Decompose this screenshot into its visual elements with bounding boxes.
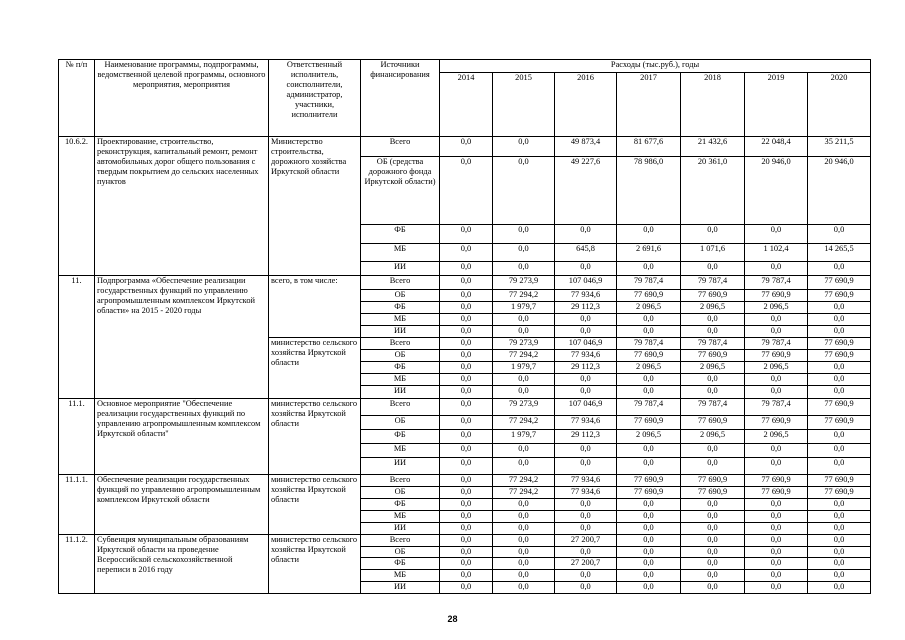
expense-value: 77 690,9 [808, 475, 871, 487]
expense-value: 2 096,5 [681, 302, 745, 314]
expense-value: 0,0 [681, 511, 745, 523]
expense-value: 0,0 [681, 326, 745, 338]
expense-value: 77 690,9 [681, 290, 745, 302]
expense-value: 77 690,9 [808, 338, 871, 350]
expense-value: 0,0 [493, 374, 555, 386]
expense-value: 0,0 [440, 416, 493, 430]
page-number: 28 [447, 614, 458, 624]
expense-value: 0,0 [555, 314, 617, 326]
expense-value: 0,0 [617, 558, 681, 570]
expense-value: 77 690,9 [808, 350, 871, 362]
header-responsible: Ответственный исполнитель, соисполнители, администратор, участники, исполнители [269, 60, 361, 137]
expense-value: 0,0 [681, 523, 745, 535]
funding-source: ФБ [361, 362, 440, 374]
expense-value: 0,0 [493, 511, 555, 523]
funding-source: ИИ [361, 458, 440, 475]
funding-source: ОБ [361, 290, 440, 302]
funding-source: ФБ [361, 225, 440, 244]
funding-source: ИИ [361, 326, 440, 338]
expense-value: 0,0 [808, 262, 871, 276]
expense-value: 79 273,9 [493, 399, 555, 416]
expense-value: 0,0 [617, 326, 681, 338]
expense-value: 0,0 [440, 362, 493, 374]
expense-value: 0,0 [745, 444, 808, 458]
expense-value: 2 096,5 [617, 430, 681, 444]
expense-value: 0,0 [808, 570, 871, 582]
expense-value: 0,0 [440, 444, 493, 458]
expense-value: 77 294,2 [493, 487, 555, 499]
expense-value: 0,0 [440, 487, 493, 499]
expense-value: 2 691,6 [617, 244, 681, 262]
table-row [59, 399, 871, 416]
row-name: Обеспечение реализации государственных функций по управлению агропромышленным комплексом Иркутской области [95, 475, 269, 535]
expense-value: 29 112,3 [555, 362, 617, 374]
table-row [59, 276, 871, 290]
expense-value: 0,0 [440, 386, 493, 399]
expense-value: 0,0 [440, 430, 493, 444]
expense-value: 0,0 [440, 458, 493, 475]
row-responsible: министерство сельского хозяйства Иркутской области [269, 399, 361, 475]
expense-value: 2 096,5 [617, 302, 681, 314]
expense-value: 0,0 [808, 499, 871, 511]
expense-value: 0,0 [440, 399, 493, 416]
row-code: 11.1.2. [59, 535, 95, 594]
expense-value: 77 690,9 [681, 487, 745, 499]
expense-value: 0,0 [808, 225, 871, 244]
header-year: 2020 [808, 73, 871, 137]
expense-value: 77 690,9 [681, 416, 745, 430]
expense-value: 0,0 [440, 314, 493, 326]
expense-value: 2 096,5 [745, 430, 808, 444]
expense-value: 0,0 [617, 570, 681, 582]
expense-value: 49 873,4 [555, 137, 617, 157]
expense-value: 0,0 [493, 386, 555, 399]
funding-source: Всего [361, 535, 440, 547]
expense-value: 77 294,2 [493, 416, 555, 430]
header-name: Наименование программы, подпрограммы, ведомственной целевой программы, основного мероприятия, мероприятия [95, 60, 269, 137]
expense-value: 107 046,9 [555, 399, 617, 416]
header-year: 2015 [493, 73, 555, 137]
expense-value: 1 979,7 [493, 302, 555, 314]
expense-value: 0,0 [440, 547, 493, 558]
expense-value: 0,0 [617, 523, 681, 535]
expense-value: 0,0 [555, 262, 617, 276]
expense-value: 0,0 [808, 430, 871, 444]
expense-value: 77 690,9 [617, 290, 681, 302]
expense-value: 0,0 [555, 570, 617, 582]
header-year: 2018 [681, 73, 745, 137]
expense-value: 0,0 [617, 582, 681, 594]
expense-value: 0,0 [745, 535, 808, 547]
expense-value: 0,0 [493, 535, 555, 547]
header-year: 2016 [555, 73, 617, 137]
row-name: Основное мероприятие "Обеспечение реализации государственных функций по управлению агропромышленным комплексом Иркутской области" [95, 399, 269, 475]
funding-source: ИИ [361, 262, 440, 276]
expense-value: 0,0 [808, 582, 871, 594]
expense-value: 77 690,9 [745, 350, 808, 362]
expense-value: 0,0 [808, 511, 871, 523]
expense-value: 2 096,5 [745, 302, 808, 314]
expense-value: 0,0 [440, 137, 493, 157]
expense-value: 77 690,9 [745, 416, 808, 430]
expense-value: 35 211,5 [808, 137, 871, 157]
expense-value: 1 979,7 [493, 430, 555, 444]
expense-value: 0,0 [745, 570, 808, 582]
funding-source: ФБ [361, 430, 440, 444]
expense-value: 0,0 [745, 582, 808, 594]
header-sources: Источники финансирования [361, 60, 440, 137]
expense-value: 77 934,6 [555, 290, 617, 302]
expense-value: 0,0 [440, 244, 493, 262]
expense-value: 49 227,6 [555, 157, 617, 225]
expense-value: 77 690,9 [617, 416, 681, 430]
expense-value: 0,0 [745, 523, 808, 535]
table-row [59, 137, 871, 157]
expense-value: 0,0 [555, 499, 617, 511]
expense-value: 0,0 [440, 302, 493, 314]
expense-value: 0,0 [681, 444, 745, 458]
row-name: Проектирование, строительство, реконструкция, капитальный ремонт, ремонт автомобильных дорог общего пользования с твердым покрытием до сельских населенных пунктов [95, 137, 269, 276]
expense-value: 0,0 [681, 558, 745, 570]
expense-value: 0,0 [745, 511, 808, 523]
expense-value: 0,0 [493, 547, 555, 558]
expense-value: 0,0 [745, 262, 808, 276]
funding-source: Всего [361, 399, 440, 416]
expense-value: 0,0 [617, 547, 681, 558]
expense-value: 0,0 [440, 225, 493, 244]
expense-value: 0,0 [440, 338, 493, 350]
expense-value: 0,0 [493, 225, 555, 244]
expense-value: 77 690,9 [808, 399, 871, 416]
expense-value: 0,0 [808, 374, 871, 386]
funding-source: МБ [361, 244, 440, 262]
row-code: 11. [59, 276, 95, 399]
expense-value: 2 096,5 [617, 362, 681, 374]
expense-value: 0,0 [617, 386, 681, 399]
expense-value: 0,0 [617, 511, 681, 523]
expense-value: 2 096,5 [745, 362, 808, 374]
expense-value: 0,0 [493, 523, 555, 535]
expense-value: 0,0 [440, 523, 493, 535]
expense-value: 79 787,4 [681, 276, 745, 290]
row-name: Субвенция муниципальным образованиям Иркутской области на проведение Всероссийской сельскохозяйственной переписи в 2016 году [95, 535, 269, 594]
expense-value: 0,0 [745, 326, 808, 338]
expense-value: 107 046,9 [555, 276, 617, 290]
budget-table [58, 59, 871, 594]
expense-value: 77 690,9 [808, 290, 871, 302]
funding-source: ОБ [361, 547, 440, 558]
expense-value: 27 200,7 [555, 535, 617, 547]
expense-value: 22 048,4 [745, 137, 808, 157]
expense-value: 1 102,4 [745, 244, 808, 262]
funding-source: ФБ [361, 558, 440, 570]
expense-value: 0,0 [808, 386, 871, 399]
expense-value: 0,0 [745, 547, 808, 558]
expense-value: 27 200,7 [555, 558, 617, 570]
expense-value: 0,0 [745, 499, 808, 511]
funding-source: Всего [361, 137, 440, 157]
funding-source: ИИ [361, 523, 440, 535]
expense-value: 79 787,4 [617, 399, 681, 416]
expense-value: 77 690,9 [617, 350, 681, 362]
expense-value: 0,0 [440, 535, 493, 547]
expense-value: 0,0 [493, 157, 555, 225]
expense-value: 0,0 [681, 547, 745, 558]
expense-value: 79 787,4 [681, 338, 745, 350]
expense-value: 0,0 [555, 225, 617, 244]
expense-value: 77 690,9 [617, 475, 681, 487]
expense-value: 1 071,6 [681, 244, 745, 262]
expense-value: 0,0 [493, 570, 555, 582]
expense-value: 0,0 [555, 386, 617, 399]
expense-value: 77 690,9 [745, 290, 808, 302]
row-responsible: Министерство строительства, дорожного хозяйства Иркутской области [269, 137, 361, 276]
header-year: 2014 [440, 73, 493, 137]
expense-value: 0,0 [555, 582, 617, 594]
table-row [59, 535, 871, 547]
expense-value: 77 690,9 [808, 487, 871, 499]
funding-source: МБ [361, 570, 440, 582]
expense-value: 0,0 [440, 374, 493, 386]
expense-value: 0,0 [808, 302, 871, 314]
expense-value: 0,0 [493, 444, 555, 458]
expense-value: 0,0 [808, 444, 871, 458]
expense-value: 77 690,9 [681, 350, 745, 362]
expense-value: 0,0 [617, 535, 681, 547]
expense-value: 79 787,4 [745, 399, 808, 416]
expense-value: 2 096,5 [681, 430, 745, 444]
row-responsible: министерство сельского хозяйства Иркутской области [269, 475, 361, 535]
expense-value: 0,0 [617, 444, 681, 458]
expense-value: 20 946,0 [808, 157, 871, 225]
expense-value: 14 265,5 [808, 244, 871, 262]
expense-value: 0,0 [745, 225, 808, 244]
expense-value: 0,0 [440, 350, 493, 362]
expense-value: 0,0 [493, 314, 555, 326]
expense-value: 1 979,7 [493, 362, 555, 374]
funding-source: Всего [361, 475, 440, 487]
expense-value: 0,0 [617, 374, 681, 386]
expense-value: 0,0 [808, 547, 871, 558]
expense-value: 0,0 [555, 511, 617, 523]
expense-value: 79 787,4 [681, 399, 745, 416]
expense-value: 0,0 [440, 326, 493, 338]
funding-source: ИИ [361, 386, 440, 399]
funding-source: Всего [361, 276, 440, 290]
expense-value: 0,0 [555, 374, 617, 386]
funding-source: ОБ [361, 350, 440, 362]
funding-source: ИИ [361, 582, 440, 594]
expense-value: 0,0 [808, 558, 871, 570]
expense-value: 0,0 [681, 458, 745, 475]
expense-value: 0,0 [808, 314, 871, 326]
expense-value: 0,0 [681, 570, 745, 582]
funding-source: МБ [361, 314, 440, 326]
row-responsible: министерство сельского хозяйства Иркутской области [269, 338, 361, 399]
expense-value: 0,0 [808, 362, 871, 374]
row-code: 10.6.2. [59, 137, 95, 276]
expense-value: 79 273,9 [493, 338, 555, 350]
expense-value: 79 787,4 [617, 276, 681, 290]
header-year: 2019 [745, 73, 808, 137]
expense-value: 0,0 [440, 276, 493, 290]
expense-value: 0,0 [440, 475, 493, 487]
expense-value: 0,0 [681, 374, 745, 386]
expense-value: 77 690,9 [808, 276, 871, 290]
funding-source: ОБ [361, 487, 440, 499]
expense-value: 645,8 [555, 244, 617, 262]
expense-value: 0,0 [617, 458, 681, 475]
expense-value: 79 787,4 [745, 276, 808, 290]
expense-value: 20 361,0 [681, 157, 745, 225]
expense-value: 0,0 [555, 444, 617, 458]
expense-value: 0,0 [493, 558, 555, 570]
expense-value: 0,0 [617, 499, 681, 511]
expense-value: 0,0 [808, 535, 871, 547]
expense-value: 0,0 [745, 386, 808, 399]
table-row [59, 475, 871, 487]
expense-value: 0,0 [681, 535, 745, 547]
funding-source: МБ [361, 444, 440, 458]
expense-value: 0,0 [493, 458, 555, 475]
expense-value: 0,0 [493, 326, 555, 338]
expense-value: 0,0 [681, 225, 745, 244]
expense-value: 77 690,9 [617, 487, 681, 499]
expense-value: 0,0 [681, 262, 745, 276]
expense-value: 77 934,6 [555, 475, 617, 487]
funding-source: МБ [361, 374, 440, 386]
expense-value: 0,0 [493, 244, 555, 262]
expense-value: 107 046,9 [555, 338, 617, 350]
expense-value: 0,0 [681, 582, 745, 594]
expense-value: 20 946,0 [745, 157, 808, 225]
expense-value: 0,0 [617, 225, 681, 244]
funding-source: ОБ (средства дорожного фонда Иркутской области) [361, 157, 440, 225]
expense-value: 0,0 [440, 570, 493, 582]
expense-value: 2 096,5 [681, 362, 745, 374]
expense-value: 0,0 [808, 523, 871, 535]
row-code: 11.1.1. [59, 475, 95, 535]
expense-value: 0,0 [745, 458, 808, 475]
expense-value: 0,0 [555, 326, 617, 338]
row-code: 11.1. [59, 399, 95, 475]
expense-value: 0,0 [681, 314, 745, 326]
expense-value: 29 112,3 [555, 430, 617, 444]
expense-value: 0,0 [617, 314, 681, 326]
expense-value: 77 294,2 [493, 350, 555, 362]
expense-value: 77 934,6 [555, 416, 617, 430]
expense-value: 21 432,6 [681, 137, 745, 157]
expense-value: 0,0 [808, 458, 871, 475]
expense-value: 0,0 [440, 262, 493, 276]
expense-value: 0,0 [745, 314, 808, 326]
expense-value: 0,0 [493, 262, 555, 276]
expense-value: 79 787,4 [617, 338, 681, 350]
header-expenses: Расходы (тыс.руб.), годы [440, 60, 871, 73]
funding-source: Всего [361, 338, 440, 350]
expense-value: 77 690,9 [745, 487, 808, 499]
expense-value: 0,0 [745, 374, 808, 386]
expense-value: 0,0 [493, 582, 555, 594]
expense-value: 0,0 [440, 582, 493, 594]
expense-value: 0,0 [440, 157, 493, 225]
expense-value: 0,0 [745, 558, 808, 570]
expense-value: 0,0 [440, 511, 493, 523]
expense-value: 77 690,9 [808, 416, 871, 430]
expense-value: 0,0 [440, 558, 493, 570]
funding-source: ФБ [361, 302, 440, 314]
expense-value: 78 986,0 [617, 157, 681, 225]
expense-value: 0,0 [681, 499, 745, 511]
expense-value: 81 677,6 [617, 137, 681, 157]
expense-value: 77 934,6 [555, 350, 617, 362]
expense-value: 0,0 [493, 499, 555, 511]
expense-value: 0,0 [555, 523, 617, 535]
expense-value: 29 112,3 [555, 302, 617, 314]
expense-value: 0,0 [617, 262, 681, 276]
expense-value: 77 294,2 [493, 475, 555, 487]
document-page [58, 59, 870, 594]
expense-value: 0,0 [808, 326, 871, 338]
header-num: № п/п [59, 60, 95, 137]
row-responsible: министерство сельского хозяйства Иркутской области [269, 535, 361, 594]
expense-value: 77 690,9 [745, 475, 808, 487]
row-name: Подпрограмма «Обеспечение реализации государственных функций по управлению агропромышленным комплексом Иркутской области» на 2015 - 2020 годы [95, 276, 269, 399]
expense-value: 79 273,9 [493, 276, 555, 290]
row-responsible: всего, в том числе: [269, 276, 361, 338]
expense-value: 0,0 [493, 137, 555, 157]
expense-value: 77 690,9 [681, 475, 745, 487]
funding-source: ОБ [361, 416, 440, 430]
header-year: 2017 [617, 73, 681, 137]
expense-value: 0,0 [681, 386, 745, 399]
expense-value: 0,0 [555, 547, 617, 558]
funding-source: МБ [361, 511, 440, 523]
expense-value: 0,0 [440, 290, 493, 302]
expense-value: 0,0 [555, 458, 617, 475]
funding-source: ФБ [361, 499, 440, 511]
expense-value: 79 787,4 [745, 338, 808, 350]
expense-value: 77 294,2 [493, 290, 555, 302]
expense-value: 77 934,6 [555, 487, 617, 499]
expense-value: 0,0 [440, 499, 493, 511]
